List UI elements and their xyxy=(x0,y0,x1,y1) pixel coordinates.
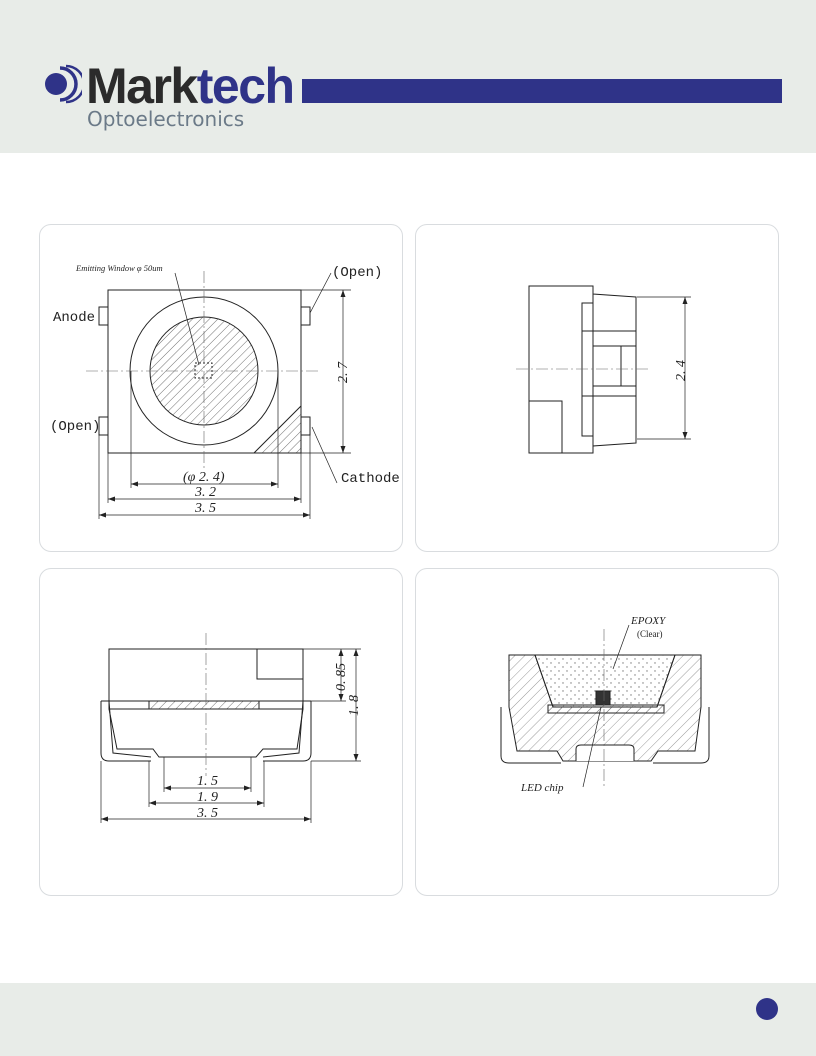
brand-part1: Mark xyxy=(86,58,197,114)
cathode-label: Cathode xyxy=(341,471,400,487)
dim-1-5: 1. 5 xyxy=(197,774,218,789)
page-indicator-dot xyxy=(756,998,778,1020)
top-view-drawing xyxy=(40,225,402,551)
dim-1-8: 1. 8 xyxy=(347,695,362,716)
led-chip-label: LED chip xyxy=(521,782,564,794)
dim-1-9: 1. 9 xyxy=(197,790,218,805)
brand-part2: tech xyxy=(196,58,294,114)
footer-band xyxy=(0,983,816,1056)
emitting-window-label: Emitting Window φ 50um xyxy=(76,263,163,273)
dim-0-85: 0. 85 xyxy=(334,663,349,691)
epoxy-label: EPOXY xyxy=(631,615,666,627)
logo-mark-icon xyxy=(42,64,82,109)
anode-label: Anode xyxy=(53,310,96,326)
dim-width-3-2: 3. 2 xyxy=(195,485,216,500)
front-view-drawing xyxy=(40,569,402,895)
dim-height-2-4: 2. 4 xyxy=(674,360,689,381)
panel-front-view xyxy=(39,568,403,896)
dim-3-5: 3. 5 xyxy=(197,806,218,821)
side-view-drawing xyxy=(416,225,778,551)
dim-diameter-2-4: (φ 2. 4) xyxy=(183,470,225,485)
clear-label: (Clear) xyxy=(637,629,663,639)
open-top-label: (Open) xyxy=(332,265,383,281)
dim-height-2-7: 2. 7 xyxy=(336,362,351,383)
header-accent-bar xyxy=(302,79,782,103)
dim-width-3-5: 3. 5 xyxy=(195,501,216,516)
panel-side-view xyxy=(415,224,779,552)
brand-subtitle: Optoelectronics xyxy=(87,107,245,131)
panel-top-view xyxy=(39,224,403,552)
cross-section-drawing xyxy=(416,569,778,895)
panel-cross-section xyxy=(415,568,779,896)
open-left-label: (Open) xyxy=(50,419,101,435)
